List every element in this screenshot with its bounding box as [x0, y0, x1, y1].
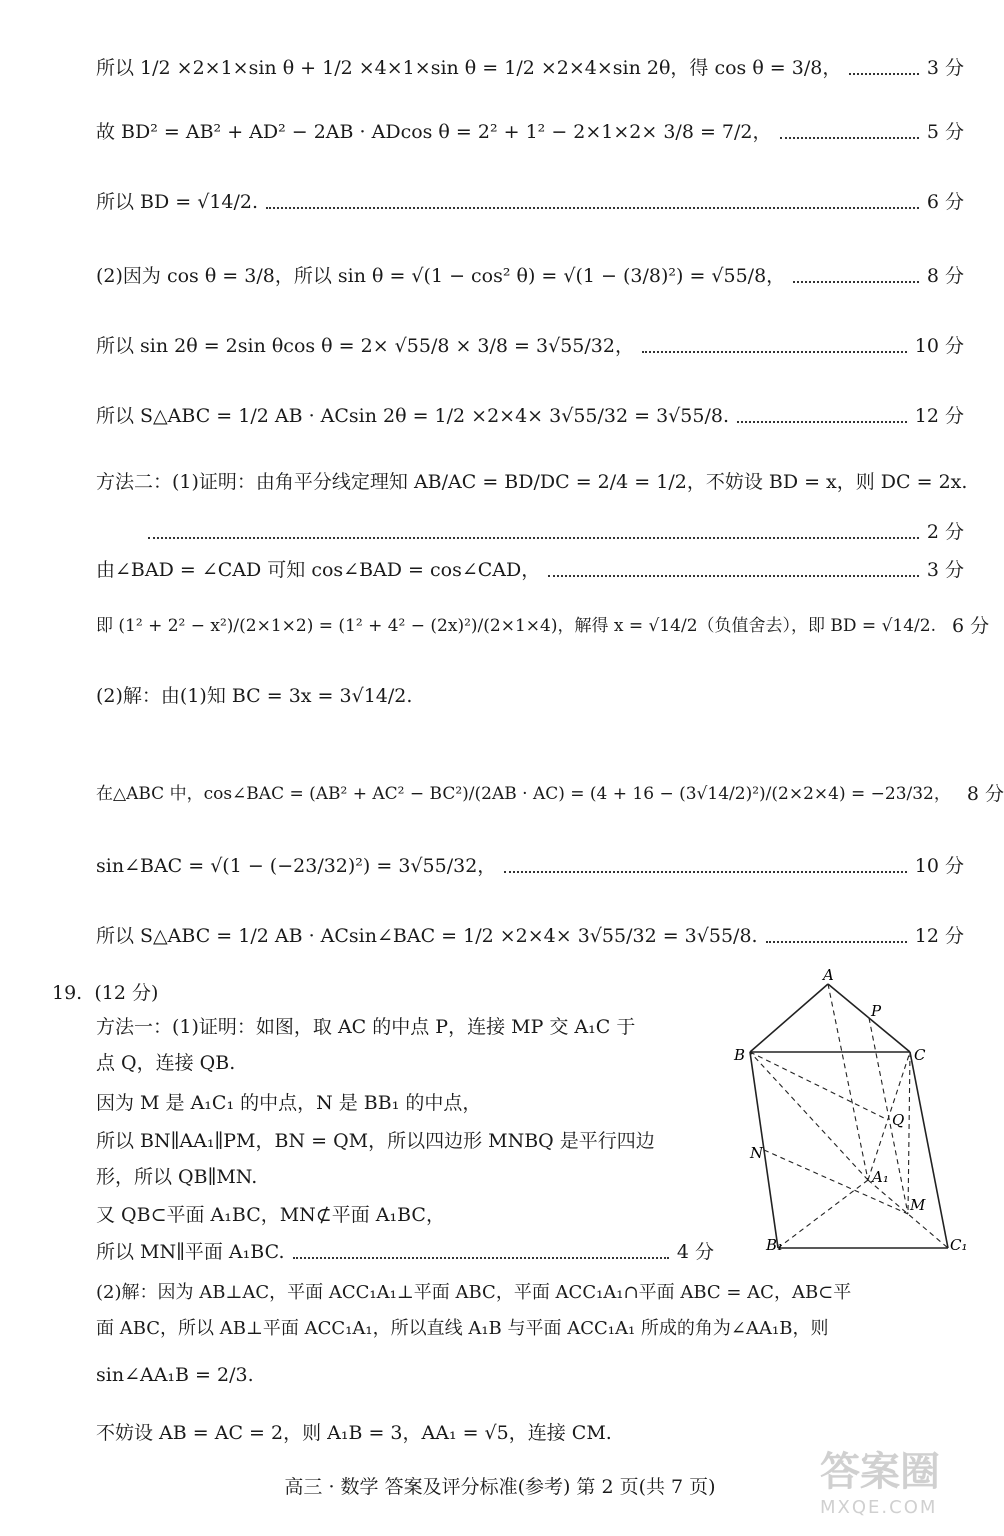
q19-text: 不妨设 AB = AC = 2，则 A₁B = 3，AA₁ = √5，连接 CM.: [96, 1422, 612, 1444]
formula: 故 BD² = AB² + AD² − 2AB · ADcos θ = 2² + 1² − 2×1×2× 3/8 = 7/2，: [96, 121, 772, 143]
dot-leader: [737, 409, 907, 423]
formula: 方法二：(1)证明：由角平分线定理知 AB/AC = BD/DC = 2/4 = 1/2，不妨设 BD = x，则 DC = 2x.: [96, 471, 968, 493]
formula: (2)解：由(1)知 BC = 3x = 3√14/2.: [96, 685, 413, 707]
formula: sin∠BAC = √(1 − (−23/32)²) = 3√55/32，: [96, 855, 497, 877]
dot-leader: [766, 929, 907, 943]
label-A: A: [823, 966, 834, 984]
watermark-logo: [820, 1440, 970, 1520]
formula: 在△ABC 中，cos∠BAC = (AB² + AC² − BC²)/(2AB · AC) = (4 + 16 − (3√14/2)²)/(2×2×4) = −23/32，: [96, 784, 951, 804]
solution-line: [96, 682, 964, 710]
solution-line: [96, 780, 1004, 808]
dot-leader: [780, 125, 919, 139]
score: 10 分: [914, 335, 964, 357]
solution-line: [96, 262, 964, 290]
formula: 所以 MN∥平面 A₁BC.: [96, 1241, 285, 1263]
solution-line: [96, 922, 964, 950]
label-B: B: [734, 1046, 746, 1064]
q19-text: (2)解：因为 AB⊥AC，平面 ACC₁A₁⊥平面 ABC，平面 ACC₁A₁∩平面 ABC = AC，AB⊂平: [96, 1282, 852, 1303]
edge-AB: [750, 984, 828, 1052]
formula: 由∠BAD = ∠CAD 可知 cos∠BAD = cos∠CAD，: [96, 559, 541, 581]
watermark-bottom: MXQE.COM: [820, 1497, 938, 1518]
solution-line: [96, 54, 964, 82]
q19-text: 面 ABC，所以 AB⊥平面 ACC₁A₁，所以直线 A₁B 与平面 ACC₁A₁ 所成的角为∠AA₁B，则: [96, 1318, 829, 1339]
score: 6 分: [952, 615, 990, 637]
dot-leader: [148, 525, 919, 539]
solution-line: [96, 518, 964, 546]
label-B1: B₁: [766, 1236, 784, 1254]
label-P: P: [871, 1002, 882, 1020]
formula: 所以 BD = √14/2.: [96, 191, 259, 213]
question-number-text: 19.: [52, 982, 83, 1004]
score: 5 分: [926, 121, 964, 143]
solution-line: [96, 188, 964, 216]
dot-leader: [642, 339, 907, 353]
solution-line: [96, 852, 964, 880]
solution-line: [96, 118, 964, 146]
q19-text: 形，所以 QB∥MN.: [96, 1166, 258, 1188]
page-footer: 高三 · 数学 答案及评分标准(参考) 第 2 页(共 7 页): [284, 1476, 716, 1498]
score: 12 分: [914, 925, 964, 947]
score: 6 分: [926, 191, 964, 213]
formula: 所以 1/2 ×2×1×sin θ + 1/2 ×4×1×sin θ = 1/2 ×2×4×sin 2θ，得 cos θ = 3/8，: [96, 57, 842, 79]
question-number: [52, 978, 158, 1005]
formula: 所以 S△ABC = 1/2 AB · ACsin∠BAC = 1/2 ×2×4× 3√55/32 = 3√55/8.: [96, 925, 758, 947]
solution-line: [96, 402, 964, 430]
edge-CC1: [910, 1052, 948, 1248]
label-A1: A₁: [872, 1168, 889, 1186]
score: 3 分: [926, 559, 964, 581]
solution-line: [96, 612, 990, 640]
formula: 即 (1² + 2² − x²)/(2×1×2) = (1² + 4² − (2x)²)/(2×1×4)，解得 x = √14/2（负值舍去），即 BD = √14/2.: [96, 616, 936, 636]
score: 8 分: [926, 265, 964, 287]
watermark-top: 答案圈: [820, 1449, 940, 1495]
score: 10 分: [914, 855, 964, 877]
q19-text: 点 Q，连接 QB.: [96, 1052, 236, 1074]
line-CM: [908, 1052, 910, 1214]
q19-text: 方法一：(1)证明：如图，取 AC 的中点 P，连接 MP 交 A₁C 于: [96, 1016, 636, 1038]
label-C1: C₁: [950, 1236, 968, 1254]
formula: (2)因为 cos θ = 3/8，所以 sin θ = √(1 − cos² θ) = √(1 − (3/8)²) = √55/8，: [96, 265, 786, 287]
line-A1B: [750, 1052, 868, 1180]
solution-line: [96, 332, 964, 360]
label-C: C: [914, 1046, 926, 1064]
score: 4 分: [676, 1241, 714, 1263]
dot-leader: [266, 195, 919, 209]
solution-line: [96, 468, 968, 496]
formula: 所以 S△ABC = 1/2 AB · ACsin 2θ = 1/2 ×2×4× 3√55/32 = 3√55/8.: [96, 405, 729, 427]
q19-text: sin∠AA₁B = 2/3.: [96, 1364, 254, 1386]
score: 3 分: [926, 57, 964, 79]
dot-leader: [849, 61, 919, 75]
label-M: M: [910, 1196, 926, 1214]
dot-leader: [504, 859, 906, 873]
dot-leader: [548, 563, 919, 577]
q19-text: 又 QB⊂平面 A₁BC，MN⊄平面 A₁BC，: [96, 1204, 445, 1226]
edge-AA1: [828, 984, 868, 1180]
q19-text: 因为 M 是 A₁C₁ 的中点，N 是 BB₁ 的中点，: [96, 1092, 482, 1114]
score: 2 分: [926, 521, 964, 543]
dot-leader: [293, 1245, 669, 1259]
score: 8 分: [966, 783, 1004, 805]
question-points: (12 分): [94, 982, 159, 1004]
label-N: N: [750, 1144, 764, 1162]
label-Q: Q: [892, 1111, 905, 1129]
solution-line: [96, 1238, 714, 1266]
line-QB: [750, 1052, 888, 1120]
solution-line: [96, 556, 964, 584]
score: 12 分: [914, 405, 964, 427]
dot-leader: [793, 269, 919, 283]
prism-figure: [720, 966, 980, 1260]
formula: 所以 sin 2θ = 2sin θcos θ = 2× √55/8 × 3/8 = 3√55/32，: [96, 335, 634, 357]
q19-text: 所以 BN∥AA₁∥PM，BN = QM，所以四边形 MNBQ 是平行四边: [96, 1130, 655, 1152]
